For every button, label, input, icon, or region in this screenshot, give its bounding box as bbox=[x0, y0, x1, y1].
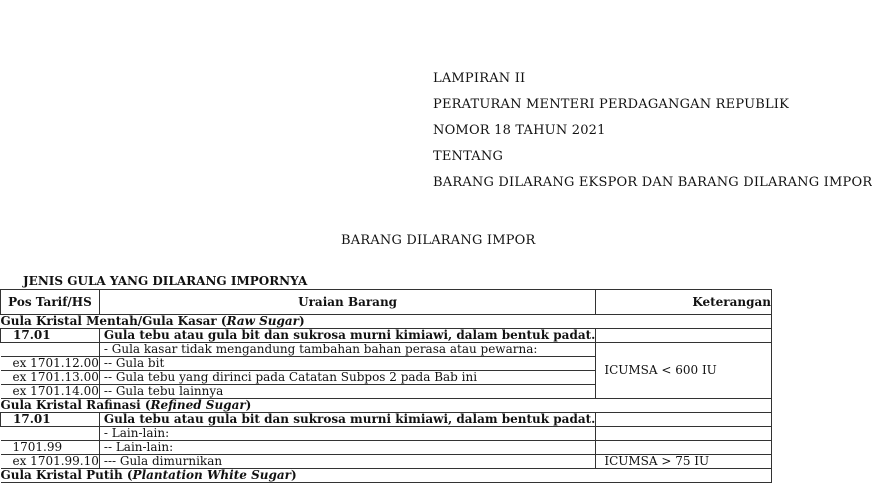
keterangan-cell bbox=[596, 329, 772, 343]
group-row-raw-sugar bbox=[1, 315, 772, 329]
item-description: - Gula kasar tidak mengandung tambahan bahan perasa atau pewarna: bbox=[99, 343, 595, 357]
column-header-pos-tarif: Pos Tarif/HS bbox=[1, 290, 100, 315]
header-line: TENTANG bbox=[433, 149, 504, 164]
annex-title: BARANG DILARANG IMPOR bbox=[341, 233, 536, 248]
column-header-uraian: Uraian Barang bbox=[99, 290, 595, 315]
item-description: -- Lain-lain: bbox=[99, 441, 595, 455]
table-row bbox=[1, 427, 772, 441]
hs-code: ex 1701.12.00 bbox=[1, 357, 100, 371]
table-row bbox=[1, 329, 772, 343]
hs-code: ex 1701.13.00 bbox=[1, 371, 100, 385]
header-line: BARANG DILARANG EKSPOR DAN BARANG DILARANG IMPOR bbox=[433, 175, 872, 190]
keterangan-cell: ICUMSA > 75 IU bbox=[596, 455, 772, 469]
keterangan-cell: ICUMSA < 600 IU bbox=[596, 343, 772, 399]
header-line: NOMOR 18 TAHUN 2021 bbox=[433, 123, 606, 138]
header-line: LAMPIRAN II bbox=[433, 71, 526, 86]
group-row-plantation-white-sugar bbox=[1, 469, 772, 483]
hs-code: 17.01 bbox=[1, 413, 100, 427]
hs-code: 17.01 bbox=[1, 329, 100, 343]
hs-code: ex 1701.99.10 bbox=[1, 455, 100, 469]
header-line: PERATURAN MENTERI PERDAGANGAN REPUBLIK bbox=[433, 97, 790, 112]
group-label: Gula Kristal Rafinasi (Refined Sugar) bbox=[1, 399, 772, 413]
table-header-row bbox=[1, 290, 772, 315]
item-description: Gula tebu atau gula bit dan sukrosa murni kimiawi, dalam bentuk padat. bbox=[99, 413, 595, 427]
item-description: -- Gula tebu yang dirinci pada Catatan Subpos 2 pada Bab ini bbox=[99, 371, 595, 385]
group-label: Gula Kristal Putih (Plantation White Sugar) bbox=[1, 469, 772, 483]
group-label: Gula Kristal Mentah/Gula Kasar (Raw Sugar) bbox=[1, 315, 772, 329]
item-description: Gula tebu atau gula bit dan sukrosa murni kimiawi, dalam bentuk padat. bbox=[99, 329, 595, 343]
keterangan-cell bbox=[596, 441, 772, 455]
item-description: -- Gula bit bbox=[99, 357, 595, 371]
item-description: --- Gula dimurnikan bbox=[99, 455, 595, 469]
group-row-refined-sugar bbox=[1, 399, 772, 413]
sugar-import-table bbox=[0, 289, 772, 483]
table-row bbox=[1, 413, 772, 427]
hs-code bbox=[1, 343, 100, 357]
table-row bbox=[1, 455, 772, 469]
keterangan-cell bbox=[596, 413, 772, 427]
hs-code: ex 1701.14.00 bbox=[1, 385, 100, 399]
regulation-header bbox=[433, 70, 872, 200]
column-header-keterangan: Keterangan bbox=[596, 290, 772, 315]
keterangan-cell bbox=[596, 427, 772, 441]
hs-code: 1701.99 bbox=[1, 441, 100, 455]
table-row bbox=[1, 343, 772, 357]
section-heading: JENIS GULA YANG DILARANG IMPORNYA bbox=[23, 274, 308, 288]
hs-code bbox=[1, 427, 100, 441]
item-description: - Lain-lain: bbox=[99, 427, 595, 441]
item-description: -- Gula tebu lainnya bbox=[99, 385, 595, 399]
table-row bbox=[1, 441, 772, 455]
